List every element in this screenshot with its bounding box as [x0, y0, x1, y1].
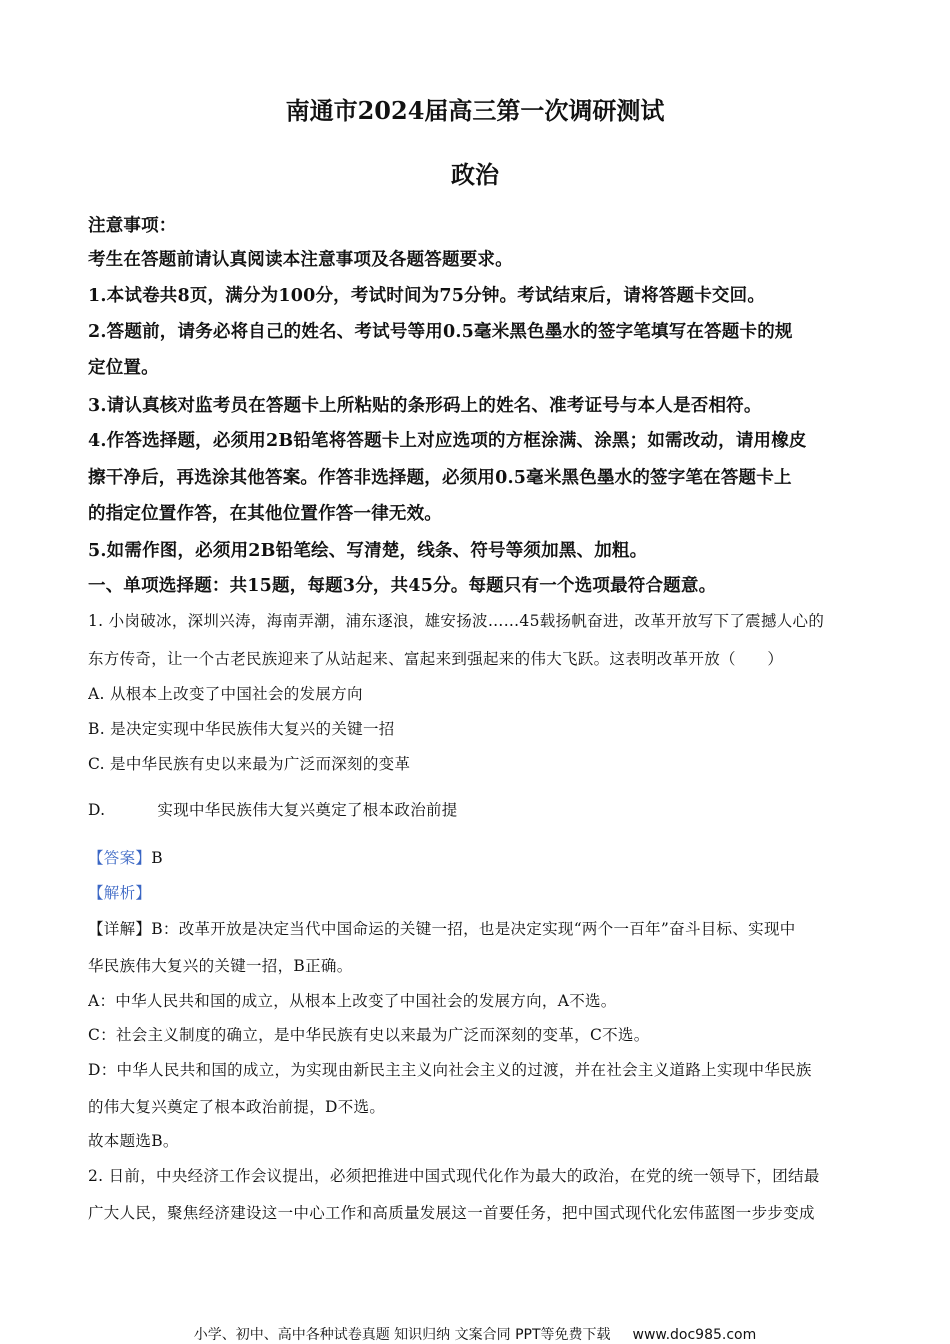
exam-subject: 政治 [451, 160, 499, 189]
analysis-tag: 【解析】 [88, 884, 152, 902]
notice-heading: 注意事项： [88, 216, 177, 236]
exam-title: 南通市2024届高三第一次调研测试 [285, 96, 665, 125]
section-heading: 一、单项选择题：共15题，每题3分，共45分。每题只有一个选项最符合题意。 [88, 576, 717, 596]
notice-item-1: 1.本试卷共8页，满分为100分，考试时间为75分钟。考试结束后，请将答题卡交回。 [88, 286, 766, 306]
notice-item-2-cont: 定位置。 [88, 358, 159, 378]
notice-item-4: 4.作答选择题，必须用2B铅笔将答题卡上对应选项的方框涂满、涂黑；如需改动，请用橡皮 [88, 431, 807, 451]
question-2-stem: 2. 日前，中央经济工作会议提出，必须把推进中国式现代化作为最大的政治，在党的统一领导下，团结最 [88, 1167, 820, 1185]
detail-line-4: D：中华人民共和国的成立，为实现由新民主主义向社会主义的过渡，并在社会主义道路上实现中华民族 [88, 1061, 812, 1079]
detail-line-1 [88, 917, 868, 939]
footer-site-link[interactable]: www.doc985.com [632, 1327, 757, 1343]
detail-line-3: C：社会主义制度的确立，是中华民族有史以来最为广泛而深刻的变革，C不选。 [88, 1026, 650, 1044]
notice-item-3: 3.请认真核对监考员在答题卡上所粘贴的条形码上的姓名、准考证号与本人是否相符。 [88, 396, 762, 416]
notice-item-2: 2.答题前，请务必将自己的姓名、考试号等用0.5毫米黑色墨水的签字笔填写在答题卡的规 [88, 322, 793, 342]
notice-item-5: 5.如需作图，必须用2B铅笔绘、写清楚，线条、符号等须加黑、加粗。 [88, 541, 648, 561]
answer-tag: 【答案】 [88, 849, 152, 867]
page-footer [0, 1324, 950, 1344]
question-1-stem: 1. 小岗破冰，深圳兴涛，海南弄潮，浦东逐浪，雄安扬波……45载扬帆奋进，改革开放写下了震撼人心的 [88, 612, 825, 630]
question-2-stem-cont: 广大人民，聚焦经济建设这一中心工作和高质量发展这一首要任务，把中国式现代化宏伟蓝图一步步变成 [88, 1204, 815, 1222]
detail-line-1-cont: 华民族伟大复兴的关键一招，B正确。 [88, 957, 353, 975]
detail-line-2: A：中华人民共和国的成立，从根本上改变了中国社会的发展方向，A不选。 [88, 992, 617, 1010]
question-1-stem-cont: 东方传奇，让一个古老民族迎来了从站起来、富起来到强起来的伟大飞跃。这表明改革开放（ ） [88, 650, 784, 668]
notice-item-4-cont: 擦干净后，再选涂其他答案。作答非选择题，必须用0.5毫米黑色墨水的签字笔在答题卡上 [88, 468, 792, 488]
conclusion-line: 故本题选B。 [88, 1132, 179, 1150]
option-d-text: 实现中华民族伟大复兴奠定了根本政治前提 [157, 801, 458, 819]
notice-intro: 考生在答题前请认真阅读本注意事项及各题答题要求。 [88, 250, 513, 270]
notice-item-4-cont2: 的指定位置作答，在其他位置作答一律无效。 [88, 504, 442, 524]
detail-text-1: B：改革开放是决定当代中国命运的关键一招，也是决定实现“两个一百年”奋斗目标、实现中 [151, 920, 796, 938]
answer-line [88, 846, 868, 868]
question-1-option-d [88, 798, 868, 820]
question-1-option-c: C. 是中华民族有史以来最为广泛而深刻的变革 [88, 755, 411, 773]
footer-text: 小学、初中、高中各种试卷真题 知识归纳 文案合同 PPT等免费下载 [193, 1327, 611, 1343]
question-1-option-b: B. 是决定实现中华民族伟大复兴的关键一招 [88, 720, 395, 738]
detail-tag: 【详解】 [88, 920, 152, 938]
option-d-letter: D. [88, 801, 106, 819]
answer-value: B [151, 849, 163, 867]
detail-line-4-cont: 的伟大复兴奠定了根本政治前提，D不选。 [88, 1098, 386, 1116]
question-1-option-a: A. 从根本上改变了中国社会的发展方向 [88, 685, 363, 703]
